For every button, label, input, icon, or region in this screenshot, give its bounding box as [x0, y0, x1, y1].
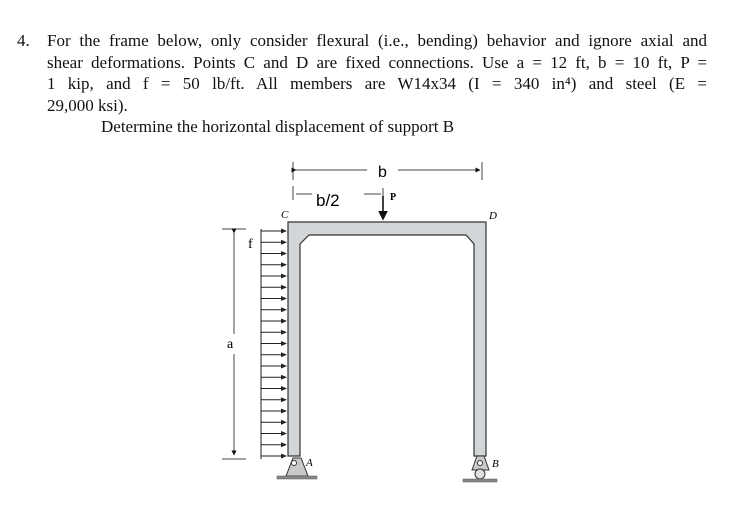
task-statement: Determine the horizontal displacement of support B — [101, 117, 455, 136]
dimension-b — [293, 162, 482, 180]
load-arrow-head — [281, 319, 287, 324]
label-a-support: A — [306, 457, 313, 469]
load-arrow-head — [281, 375, 287, 380]
label-a: a — [227, 337, 234, 352]
frame-structure — [288, 222, 486, 456]
load-arrow-head — [281, 330, 287, 335]
load-arrow-head — [281, 274, 287, 279]
label-b: b — [378, 164, 387, 181]
load-arrow-head — [281, 364, 287, 369]
label-half-b: b/2 — [316, 191, 340, 210]
label-b-support: B — [492, 458, 499, 470]
load-arrow-head — [281, 431, 287, 436]
problem-line-3: 1 kip, and f = 50 lb/ft. All members are W14x34 (I = 340 in⁴) and steel (E = — [47, 74, 707, 93]
load-arrow-head — [281, 341, 287, 346]
label-f: f — [248, 237, 253, 252]
load-arrow-head — [281, 352, 287, 357]
load-arrow-head — [281, 397, 287, 402]
dimension-a — [222, 229, 246, 459]
distributed-load-arrows — [261, 229, 287, 459]
load-arrow-head — [281, 420, 287, 425]
load-arrow-head — [281, 386, 287, 391]
load-arrow-head — [281, 409, 287, 414]
problem-line-4: 29,000 ksi). — [47, 95, 128, 115]
problem-number: 4. — [17, 31, 30, 50]
load-arrow-head — [281, 285, 287, 290]
load-arrow-head — [281, 454, 287, 459]
problem-line-2: shear deformations. Points C and D are fixed connections. Use a = 12 ft, b = 10 ft, P = — [47, 52, 707, 72]
load-arrow-head — [281, 240, 287, 245]
load-arrow-head — [281, 442, 287, 447]
load-arrow-head — [281, 229, 287, 234]
label-p: P — [390, 192, 397, 203]
load-arrow-head — [281, 307, 287, 312]
load-arrow-head — [281, 262, 287, 267]
load-arrow-head — [281, 296, 287, 301]
label-d: D — [489, 210, 497, 222]
load-arrow-head — [281, 251, 287, 256]
label-c: C — [281, 209, 289, 221]
problem-line-1: For the frame below, only consider flexural (i.e., bending) behavior and ignore axial and — [47, 31, 707, 50]
